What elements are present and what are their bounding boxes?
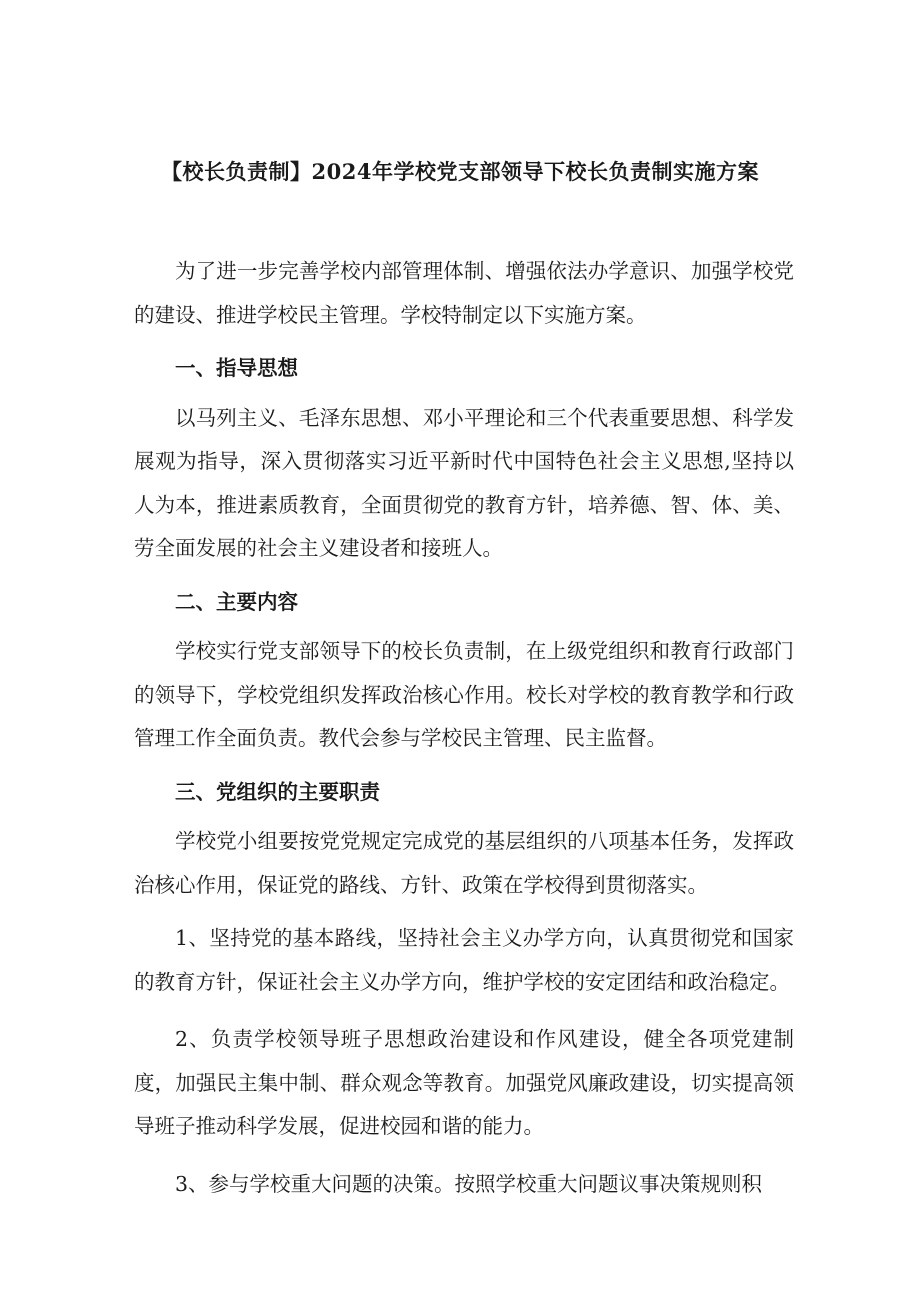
document-body	[134, 250, 794, 1220]
intro-paragraph: 为了进一步完善学校内部管理体制、增强依法办学意识、加强学校党的建设、推进学校民主管理。学校特制定以下实施方案。	[134, 259, 794, 327]
section-heading-guiding-ideology: 一、指导思想	[175, 356, 298, 380]
section-paragraph: 学校党小组要按党党规定完成党的基层组织的八项基本任务，发挥政治核心作用，保证党的路线、方针、政策在学校得到贯彻落实。	[134, 829, 794, 897]
duty-item: 1、坚持党的基本路线，坚持社会主义办学方向，认真贯彻党和国家的教育方针，保证社会主义办学方向，维护学校的安定团结和政治稳定。	[134, 926, 794, 994]
section-heading-main-content: 二、主要内容	[175, 589, 298, 614]
document-title: 【校长负责制】2024年学校党支部领导下校长负责制实施方案	[161, 159, 759, 184]
duty-item: 2、负责学校领导班子思想政治建设和作风建设，健全各项党建制度，加强民主集中制、群众观念等教育。加强党风廉政建设，切实提高领导班子推动科学发展，促进校园和谐的能力。	[134, 1027, 794, 1138]
section-heading-party-duties: 三、党组织的主要职责	[175, 779, 380, 804]
section-paragraph: 以马列主义、毛泽东思想、邓小平理论和三个代表重要思想、科学发展观为指导，深入贯彻落实习近平新时代中国特色社会主义思想,坚持以人为本，推进素质教育，全面贯彻党的教育方针，培养德、智、体、美、劳全面发展的社会主义建设者和接班人。	[134, 405, 794, 560]
duty-item: 3、参与学校重大问题的决策。按照学校重大问题议事决策规则积	[175, 1171, 763, 1196]
section-paragraph: 学校实行党支部领导下的校长负责制，在上级党组织和教育行政部门的领导下，学校党组织发挥政治核心作用。校长对学校的教育教学和行政管理工作全面负责。教代会参与学校民主管理、民主监督。	[134, 639, 794, 750]
